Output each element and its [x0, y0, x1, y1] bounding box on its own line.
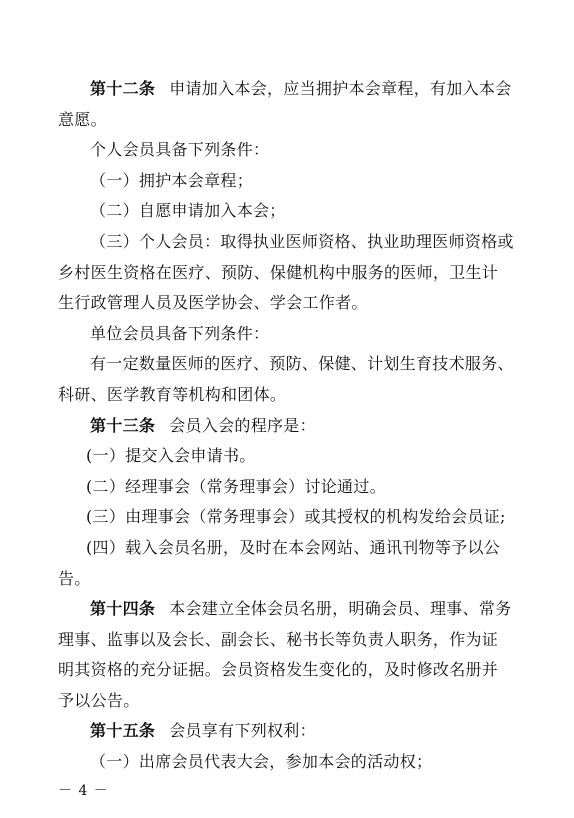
procedure-step-1: (一）提交入会申请书。	[86, 446, 256, 466]
unit-conditions-text: 有一定数量医师的医疗、预防、保健、计划生育技术服务、科研、医学教育等机构和团体。	[58, 354, 514, 404]
article-12-paragraph	[58, 74, 514, 135]
article-15-paragraph	[58, 716, 514, 747]
procedure-step-2: (二）经理事会（常务理事会）讨论通过。	[86, 476, 386, 496]
article-13-text: 会员入会的程序是：	[169, 415, 316, 435]
unit-conditions-heading: 单位会员具备下列条件：	[90, 323, 270, 343]
page-number: － 4 －	[58, 783, 109, 799]
article-14-text: 本会建立全体会员名册，明确会员、理事、常务理事、监事以及会长、副会长、秘书长等负责人职务，作为证明其资格的充分证据。会员资格发生变化的，及时修改名册并予以公告。	[58, 599, 512, 710]
rights-item-1: （一）出席会员代表大会，参加本会的活动权；	[90, 752, 433, 772]
article-15-text: 会员享有下列权利：	[169, 721, 316, 741]
article-12-text: 申请加入本会，应当拥护本会章程，有加入本会意愿。	[58, 79, 512, 129]
article-13-paragraph	[58, 411, 514, 442]
individual-conditions-heading: 个人会员具备下列条件：	[90, 140, 270, 160]
article-15-label: 第十五条	[90, 721, 156, 741]
condition-item-3: （三）个人会员：取得执业医师资格、执业助理医师资格或乡村医生资格在医疗、预防、保健机构中服务的医师，卫生计生行政管理人员及医学协会、学会工作者。	[58, 231, 514, 313]
procedure-step-3: (三）由理事会（常务理事会）或其授权的机构发给会员证;	[86, 507, 506, 527]
procedure-step-4: (四）载入会员名册，及时在本会网站、通讯刊物等予以公告。	[58, 537, 501, 588]
article-13-label: 第十三条	[90, 415, 156, 435]
article-12-label: 第十二条	[90, 79, 156, 98]
article-14-paragraph	[58, 594, 514, 716]
condition-item-1: （一）拥护本会章程；	[90, 170, 254, 190]
condition-item-2: （二）自愿申请加入本会；	[90, 201, 286, 221]
document-body	[58, 74, 514, 778]
article-14-label: 第十四条	[90, 599, 156, 619]
